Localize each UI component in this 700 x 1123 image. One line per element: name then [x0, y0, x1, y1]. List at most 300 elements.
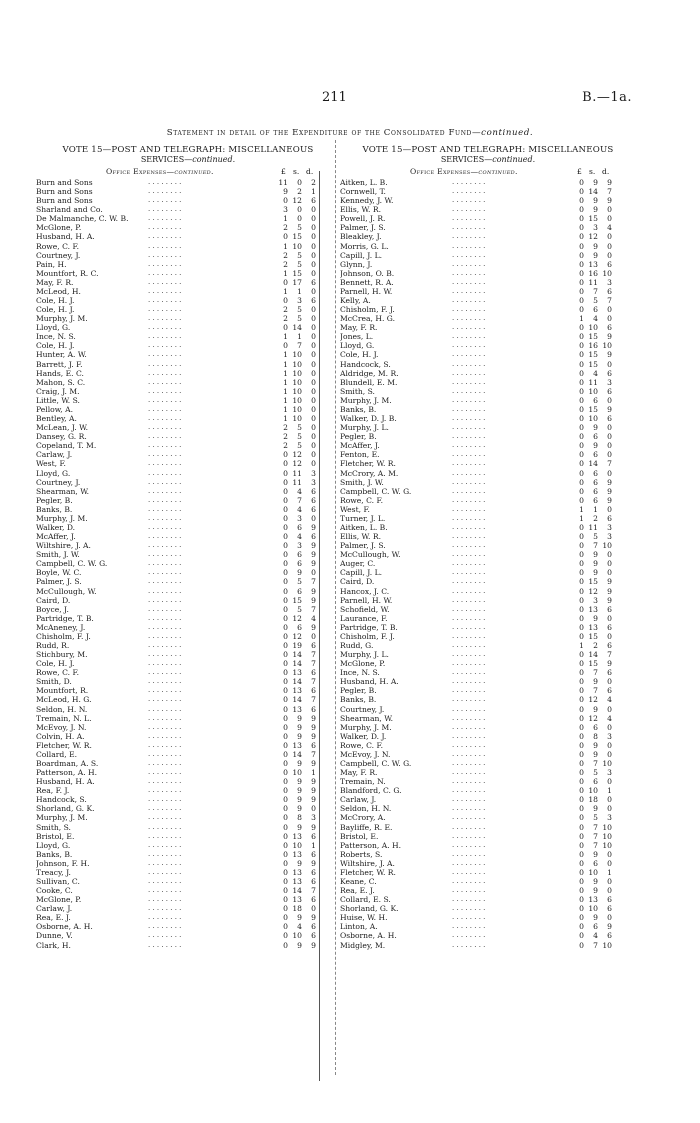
amount-shillings: 15	[588, 404, 598, 414]
leader-dots: . . . . . . . .	[148, 613, 182, 622]
amount-shillings: 6	[593, 486, 598, 496]
amount-shillings: 9	[593, 677, 598, 687]
amount-pence: 9	[311, 595, 316, 605]
leader-dots: . . . . . . . .	[148, 822, 182, 831]
amount-shillings: 7	[593, 286, 598, 296]
table-row	[340, 705, 636, 714]
amount-shillings: 9	[593, 849, 598, 859]
amount-shillings: 13	[292, 686, 302, 696]
amount-shillings: 4	[297, 922, 302, 932]
amount-pounds: 0	[283, 486, 288, 496]
amount-pounds: 0	[283, 822, 288, 832]
amount-shillings: 11	[292, 477, 302, 487]
amount-pounds: 1	[283, 377, 288, 387]
amount-shillings: 6	[593, 495, 598, 505]
amount-pounds: 0	[283, 849, 288, 859]
payee-name: Rowe, C. F.	[36, 668, 79, 678]
payee-name: Rowe, C. F.	[36, 241, 79, 251]
amount-shillings: 3	[297, 513, 302, 523]
payee-name: Ellis, W. R.	[340, 532, 381, 542]
leader-dots: . . . . . . . .	[452, 804, 486, 813]
amount-pence: 0	[311, 804, 316, 814]
payee-name: Capill, J. L.	[340, 250, 383, 260]
amount-pence: 9	[607, 586, 612, 596]
pounds-header: £	[281, 167, 286, 176]
table-row	[340, 859, 636, 868]
leader-dots: . . . . . . . .	[452, 768, 486, 777]
amount-pounds: 0	[283, 659, 288, 669]
amount-shillings: 9	[297, 804, 302, 814]
amount-pence: 6	[311, 640, 316, 650]
leader-dots: . . . . . . . .	[148, 504, 182, 513]
amount-pounds: 0	[579, 713, 584, 723]
amount-pounds: 0	[579, 178, 584, 187]
amount-pounds: 0	[579, 740, 584, 750]
leader-dots: . . . . . . . .	[452, 858, 486, 867]
amount-shillings: 3	[297, 541, 302, 551]
table-row	[340, 232, 636, 241]
amount-shillings: 6	[297, 559, 302, 569]
pence-header: d.	[306, 167, 314, 176]
payee-name: Craig, J. M.	[36, 386, 80, 396]
amount-pounds: 0	[579, 296, 584, 306]
payee-name: Caird, D.	[340, 577, 375, 587]
amount-pounds: 0	[283, 695, 288, 705]
amount-pounds: 0	[283, 577, 288, 587]
payee-name: Treacy, J.	[36, 867, 71, 877]
amount-shillings: 19	[292, 640, 302, 650]
amount-pounds: 0	[579, 423, 584, 433]
leader-dots: . . . . . . . .	[148, 305, 182, 314]
amount-shillings: 14	[292, 886, 302, 896]
amount-shillings: 9	[297, 568, 302, 578]
payee-name: Campbell, C. W. G.	[340, 486, 412, 496]
amount-pounds: 0	[283, 922, 288, 932]
amount-pence: 4	[607, 713, 612, 723]
payee-name: Ince, N. S.	[36, 332, 76, 342]
amount-pounds: 0	[579, 886, 584, 896]
amount-pounds: 9	[283, 187, 288, 197]
amount-pence: 0	[311, 423, 316, 433]
amount-pounds: 0	[283, 713, 288, 723]
amount-pence: 7	[311, 677, 316, 687]
table-row	[36, 614, 340, 623]
payee-name: Collard, E.	[36, 749, 78, 759]
amount-shillings: 6	[593, 450, 598, 460]
amount-pounds: 0	[579, 795, 584, 805]
leader-dots: . . . . . . . .	[148, 178, 182, 186]
amount-pence: 0	[607, 314, 612, 324]
amount-pounds: 0	[579, 459, 584, 469]
amount-pence: 0	[607, 441, 612, 451]
amount-shillings: 13	[292, 895, 302, 905]
amount-shillings: 9	[297, 795, 302, 805]
amount-pence: 0	[311, 359, 316, 369]
payee-name: Murphy, J. L.	[340, 650, 389, 660]
amount-pounds: 0	[579, 695, 584, 705]
amount-pounds: 0	[579, 822, 584, 832]
payee-name: Keane, C.	[340, 877, 377, 887]
amount-pounds: 0	[579, 350, 584, 360]
leader-dots: . . . . . . . .	[452, 940, 486, 949]
payee-name: Husband, H. A.	[36, 777, 95, 787]
payee-name: Shearman, W.	[340, 713, 394, 723]
amount-pence: 0	[607, 468, 612, 478]
amount-pence: 9	[607, 486, 612, 496]
amount-pounds: 0	[579, 668, 584, 678]
payee-name: Rowe, C. F.	[340, 740, 383, 750]
amount-shillings: 7	[593, 940, 598, 950]
amount-shillings: 15	[588, 350, 598, 360]
table-row	[340, 623, 636, 632]
table-row	[340, 931, 636, 940]
payee-name: Seldon, H. N.	[340, 804, 392, 814]
table-row	[36, 813, 340, 822]
amount-pounds: 0	[579, 604, 584, 614]
amount-pounds: 0	[283, 895, 288, 905]
payee-name: McAffer, J.	[340, 441, 380, 451]
amount-shillings: 9	[593, 613, 598, 623]
leader-dots: . . . . . . . .	[452, 332, 486, 341]
payee-name: Handcock, S.	[340, 359, 391, 369]
amount-pence: 1	[607, 786, 612, 796]
leader-dots: . . . . . . . .	[148, 586, 182, 595]
amount-pence: 0	[607, 550, 612, 560]
amount-shillings: 13	[292, 849, 302, 859]
amount-pence: 4	[607, 223, 612, 233]
amount-shillings: 3	[593, 595, 598, 605]
payee-name: Cornwell, T.	[340, 187, 386, 197]
table-row	[340, 568, 636, 577]
table-row	[340, 423, 636, 432]
amount-shillings: 9	[593, 423, 598, 433]
vote-title: VOTE 15—POST AND TELEGRAPH: MISCELLANEOUS	[362, 145, 614, 155]
amount-pence: 0	[311, 305, 316, 315]
amount-pounds: 0	[283, 650, 288, 660]
payee-name: Murphy, J. M.	[36, 314, 88, 324]
amount-shillings: 10	[292, 931, 302, 941]
leader-dots: . . . . . . . .	[452, 459, 486, 468]
payee-name: Bristol, E.	[340, 831, 379, 841]
amount-shillings: 0	[297, 205, 302, 215]
amount-pence: 0	[607, 450, 612, 460]
payee-name: Courtney, J.	[36, 250, 81, 260]
amount-shillings: 4	[593, 368, 598, 378]
amount-pence: 0	[311, 568, 316, 578]
table-row	[340, 450, 636, 459]
amount-shillings: 2	[593, 640, 598, 650]
amount-shillings: 6	[297, 550, 302, 560]
payee-name: Chisholm, F. J.	[36, 631, 91, 641]
table-row	[36, 650, 340, 659]
leader-dots: . . . . . . . .	[148, 704, 182, 713]
amount-shillings: 9	[593, 886, 598, 896]
table-row	[36, 750, 340, 759]
payee-name: Morris, G. L.	[340, 241, 389, 251]
amount-pence: 6	[311, 831, 316, 841]
amount-shillings: 15	[588, 631, 598, 641]
amount-pounds: 2	[283, 432, 288, 442]
leader-dots: . . . . . . . .	[148, 795, 182, 804]
section-title-cont: continued.	[174, 167, 214, 176]
table-row	[340, 641, 636, 650]
amount-pounds: 0	[283, 677, 288, 687]
amount-pence: 9	[607, 178, 612, 187]
amount-pounds: 0	[579, 904, 584, 914]
amount-shillings: 6	[297, 522, 302, 532]
table-row	[340, 768, 636, 777]
leader-dots: . . . . . . . .	[148, 332, 182, 341]
amount-pounds: 11	[278, 178, 288, 187]
payee-name: Hands, E. C.	[36, 368, 84, 378]
table-row	[36, 723, 340, 732]
payee-name: Murphy, J. M.	[340, 395, 392, 405]
leader-dots: . . . . . . . .	[452, 486, 486, 495]
amount-shillings: 10	[588, 867, 598, 877]
amount-shillings: 10	[292, 414, 302, 424]
amount-pounds: 0	[579, 414, 584, 424]
section-title	[106, 167, 214, 176]
amount-pence: 0	[311, 259, 316, 269]
leader-dots: . . . . . . . .	[148, 931, 182, 940]
amount-pence: 6	[311, 849, 316, 859]
amount-pounds: 0	[579, 813, 584, 823]
table-row	[36, 587, 340, 596]
amount-shillings: 9	[297, 759, 302, 768]
amount-pounds: 0	[579, 804, 584, 814]
amount-shillings: 9	[593, 749, 598, 759]
payee-name: McCrory, A.	[340, 813, 386, 823]
payee-name: McLeod, H.	[36, 286, 81, 296]
table-row	[36, 541, 340, 550]
amount-shillings: 5	[593, 532, 598, 542]
amount-pounds: 0	[283, 813, 288, 823]
amount-pence: 2	[311, 178, 316, 187]
leader-dots: . . . . . . . .	[148, 268, 182, 277]
table-row	[36, 260, 340, 269]
table-row	[36, 577, 340, 586]
amount-shillings: 10	[292, 350, 302, 360]
amount-shillings: 13	[588, 604, 598, 614]
table-row	[36, 196, 340, 205]
payee-name: Cole, H. J.	[36, 659, 75, 669]
table-row	[340, 514, 636, 523]
amount-shillings: 9	[593, 441, 598, 451]
table-row	[36, 550, 340, 559]
leader-dots: . . . . . . . .	[148, 232, 182, 241]
leader-dots: . . . . . . . .	[148, 650, 182, 659]
table-row	[340, 804, 636, 813]
amount-shillings: 9	[297, 822, 302, 832]
payee-name: Shearman, W.	[36, 486, 90, 496]
amount-pounds: 0	[579, 768, 584, 778]
amount-shillings: 18	[292, 904, 302, 914]
amount-shillings: 0	[297, 214, 302, 224]
amount-pence: 0	[607, 677, 612, 687]
amount-pence: 0	[311, 314, 316, 324]
amount-pence: 6	[311, 877, 316, 887]
leader-dots: . . . . . . . .	[148, 877, 182, 886]
amount-shillings: 9	[297, 858, 302, 868]
table-row	[36, 360, 340, 369]
vote-title: VOTE 15—POST AND TELEGRAPH: MISCELLANEOUS	[62, 145, 314, 155]
amount-shillings: 6	[593, 858, 598, 868]
amount-shillings: 2	[297, 187, 302, 197]
amount-pounds: 3	[283, 205, 288, 215]
payee-name: Hancox, J. C.	[340, 586, 390, 596]
amount-pence: 1	[311, 187, 316, 197]
table-row	[340, 650, 636, 659]
amount-pence: 6	[607, 323, 612, 333]
amount-pence: 0	[607, 749, 612, 759]
amount-shillings: 15	[588, 359, 598, 369]
table-row	[340, 786, 636, 795]
amount-shillings: 12	[588, 232, 598, 242]
table-row	[340, 296, 636, 305]
amount-pence: 0	[607, 886, 612, 896]
table-row	[36, 332, 340, 341]
amount-pence: 0	[607, 559, 612, 569]
left-column	[36, 145, 340, 950]
leader-dots: . . . . . . . .	[452, 268, 486, 277]
amount-pounds: 0	[283, 795, 288, 805]
table-row	[36, 714, 340, 723]
payee-name: Rudd, G.	[340, 640, 374, 650]
amount-shillings: 10	[292, 359, 302, 369]
amount-pence: 7	[607, 459, 612, 469]
amount-shillings: 13	[292, 668, 302, 678]
table-row	[36, 505, 340, 514]
amount-pounds: 0	[579, 268, 584, 278]
amount-pence: 0	[607, 613, 612, 623]
amount-pence: 6	[311, 686, 316, 696]
amount-pounds: 0	[579, 232, 584, 242]
amount-pence: 0	[311, 286, 316, 296]
payee-name: Cole, H. J.	[36, 296, 75, 306]
table-row	[36, 705, 340, 714]
leader-dots: . . . . . . . .	[452, 631, 486, 640]
amount-pence: 6	[607, 686, 612, 696]
table-row	[36, 514, 340, 523]
leader-dots: . . . . . . . .	[452, 559, 486, 568]
table-row	[340, 832, 636, 841]
amount-pounds: 0	[579, 931, 584, 941]
payee-name: Jones, L.	[340, 332, 374, 342]
amount-pounds: 0	[579, 277, 584, 287]
table-row	[340, 577, 636, 586]
amount-shillings: 10	[588, 386, 598, 396]
table-row	[340, 387, 636, 396]
column-rule	[319, 171, 320, 1081]
table-row	[340, 877, 636, 886]
amount-pounds: 1	[283, 359, 288, 369]
amount-pence: 0	[311, 332, 316, 342]
amount-pence: 9	[311, 795, 316, 805]
payee-name: Sharland and Co.	[36, 205, 103, 215]
amount-pounds: 0	[283, 504, 288, 514]
amount-pence: 0	[311, 268, 316, 278]
amount-shillings: 10	[588, 904, 598, 914]
payee-name: Little, W. S.	[36, 395, 80, 405]
payee-name: Smith, S.	[340, 386, 375, 396]
leader-dots: . . . . . . . .	[148, 895, 182, 904]
table-row	[340, 532, 636, 541]
payee-name: Lloyd, G.	[36, 840, 71, 850]
amount-shillings: 14	[292, 323, 302, 333]
table-row	[340, 559, 636, 568]
amount-pence: 0	[607, 704, 612, 714]
amount-shillings: 5	[297, 577, 302, 587]
table-row	[36, 532, 340, 541]
leader-dots: . . . . . . . .	[148, 241, 182, 250]
amount-pounds: 0	[283, 722, 288, 732]
table-row	[36, 214, 340, 223]
leader-dots: . . . . . . . .	[148, 486, 182, 495]
table-row	[36, 296, 340, 305]
leader-dots: . . . . . . . .	[452, 341, 486, 350]
payee-name: Husband, H. A.	[340, 677, 399, 687]
table-row	[36, 795, 340, 804]
payee-name: Aitken, L. B.	[340, 522, 388, 532]
payee-name: Clark, H.	[36, 940, 71, 950]
payee-name: McAneney, J.	[36, 622, 86, 632]
amount-pounds: 0	[283, 550, 288, 560]
amount-pounds: 0	[283, 759, 288, 768]
payee-name: McCrea, H. G.	[340, 314, 395, 324]
amount-pence: 0	[311, 395, 316, 405]
amount-shillings: 14	[588, 459, 598, 469]
table-row	[340, 913, 636, 922]
table-row	[36, 913, 340, 922]
amount-pence: 4	[311, 613, 316, 623]
table-row	[36, 741, 340, 750]
leader-dots: . . . . . . . .	[148, 277, 182, 286]
amount-pounds: 1	[579, 504, 584, 514]
amount-shillings: 14	[292, 695, 302, 705]
leader-dots: . . . . . . . .	[148, 631, 182, 640]
payee-name: Fenton, E.	[340, 450, 380, 460]
leader-dots: . . . . . . . .	[452, 196, 486, 205]
amount-pence: 9	[311, 822, 316, 832]
amount-pence: 3	[607, 532, 612, 542]
payee-name: Carlaw, J.	[340, 795, 377, 805]
leader-dots: . . . . . . . .	[148, 731, 182, 740]
leader-dots: . . . . . . . .	[452, 595, 486, 604]
payee-name: Rudd, R.	[36, 640, 70, 650]
payee-name: Bentley, A.	[36, 414, 77, 424]
amount-shillings: 5	[297, 441, 302, 451]
amount-pence: 9	[607, 659, 612, 669]
leader-dots: . . . . . . . .	[452, 223, 486, 232]
leader-dots: . . . . . . . .	[452, 178, 486, 186]
amount-pounds: 0	[579, 323, 584, 333]
leader-dots: . . . . . . . .	[452, 604, 486, 613]
amount-pounds: 0	[579, 749, 584, 759]
leader-dots: . . . . . . . .	[148, 595, 182, 604]
amount-pence: 3	[607, 768, 612, 778]
amount-pence: 6	[607, 622, 612, 632]
leader-dots: . . . . . . . .	[452, 432, 486, 441]
table-row	[36, 223, 340, 232]
leader-dots: . . . . . . . .	[452, 886, 486, 895]
payee-name: Burn and Sons	[36, 178, 93, 187]
table-row	[340, 196, 636, 205]
amount-pounds: 0	[579, 486, 584, 496]
leader-dots: . . . . . . . .	[148, 341, 182, 350]
leader-dots: . . . . . . . .	[148, 913, 182, 922]
amount-pounds: 0	[283, 913, 288, 923]
amount-pounds: 0	[283, 541, 288, 551]
